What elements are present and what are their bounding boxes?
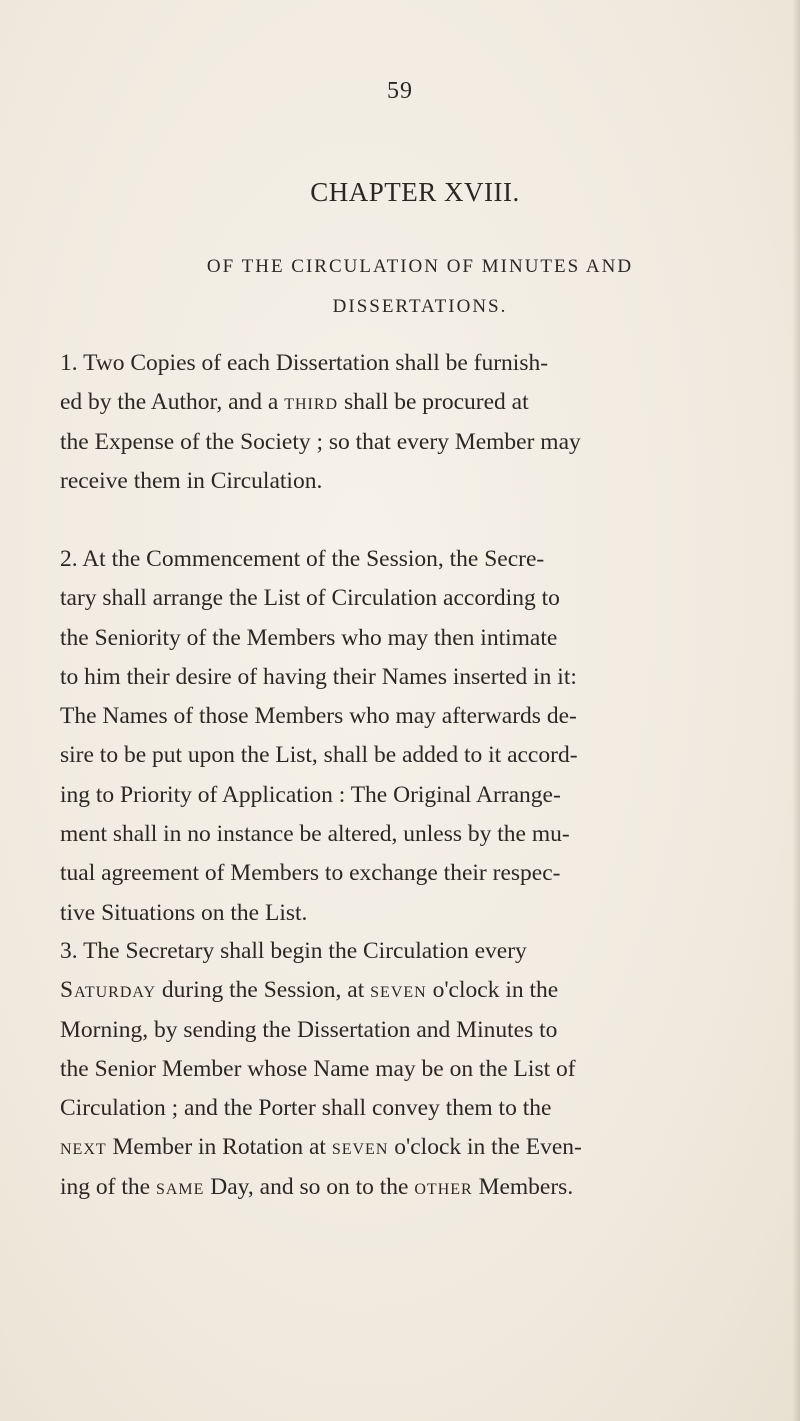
small-caps-word: Saturday bbox=[60, 977, 157, 1004]
text-run: Members. bbox=[472, 1173, 574, 1200]
small-caps-word: seven bbox=[331, 1134, 389, 1161]
paragraph-line: 3. The Secretary shall begin the Circulation every bbox=[60, 938, 527, 964]
paragraph-line: sire to be put upon the List, shall be added to it accord- bbox=[60, 742, 578, 769]
small-caps-word: next bbox=[60, 1134, 107, 1161]
text-run: shall be procured at bbox=[338, 389, 529, 416]
paragraph-line: the Seniority of the Members who may then intimate bbox=[60, 624, 558, 651]
paragraph-2 bbox=[60, 540, 772, 933]
text-run: Day, and so on to the bbox=[204, 1173, 415, 1200]
chapter-title-line-1: OF THE CIRCULATION OF MINUTES AND bbox=[206, 256, 634, 277]
paragraph-line: ment shall in no instance be altered, unless by the mu- bbox=[60, 821, 570, 848]
paragraph-line: tual agreement of Members to exchange their respec- bbox=[60, 860, 561, 887]
small-caps-word: seven bbox=[370, 977, 427, 1004]
paragraph-line: Circulation ; and the Porter shall convey them to the bbox=[60, 1095, 552, 1122]
paragraph-line: Morning, by sending the Dissertation and Minutes to bbox=[60, 1016, 558, 1043]
paragraph-line bbox=[60, 1128, 772, 1167]
paragraph-line: The Names of those Members who may afterwards de- bbox=[60, 703, 577, 730]
chapter-heading: CHAPTER XVIII. bbox=[310, 177, 520, 207]
paragraph-line: the Expense of the Society ; so that every Member may bbox=[60, 428, 581, 455]
paragraph-line: to him their desire of having their Names inserted in it: bbox=[60, 663, 577, 690]
text-run: ed by the Author, and a bbox=[60, 389, 285, 416]
paragraph-line: ing to Priority of Application : The Original Arrange- bbox=[60, 781, 561, 808]
paragraph-1 bbox=[60, 344, 772, 501]
paragraph-line bbox=[60, 1168, 772, 1207]
paragraph-line: 2. At the Commencement of the Session, the Secre- bbox=[60, 546, 545, 572]
text-run: o'clock in the bbox=[426, 977, 559, 1004]
chapter-title-line-2: DISSERTATIONS. bbox=[332, 296, 508, 317]
page-edge-shadow bbox=[792, 0, 800, 1421]
paragraph-3 bbox=[60, 932, 772, 1207]
paragraph-line: tive Situations on the List. bbox=[60, 899, 308, 926]
small-caps-word: same bbox=[155, 1173, 205, 1200]
paragraph-line: receive them in Circulation. bbox=[60, 467, 323, 494]
paragraph-line bbox=[60, 383, 772, 422]
page-number: 59 bbox=[387, 78, 413, 104]
small-caps-word: other bbox=[414, 1173, 473, 1200]
small-caps-word: third bbox=[284, 389, 339, 416]
text-run: ing of the bbox=[60, 1173, 156, 1200]
chapter-title bbox=[60, 247, 780, 327]
paragraph-line: tary shall arrange the List of Circulation according to bbox=[60, 585, 560, 612]
text-run: Member in Rotation at bbox=[106, 1134, 332, 1161]
paragraph-line: 1. Two Copies of each Dissertation shall be furnish- bbox=[60, 350, 549, 376]
text-run: o'clock in the Even- bbox=[388, 1134, 582, 1161]
paragraph-line: the Senior Member whose Name may be on the List of bbox=[60, 1055, 576, 1082]
paragraph-line bbox=[60, 971, 772, 1010]
text-run: during the Session, at bbox=[156, 977, 371, 1004]
